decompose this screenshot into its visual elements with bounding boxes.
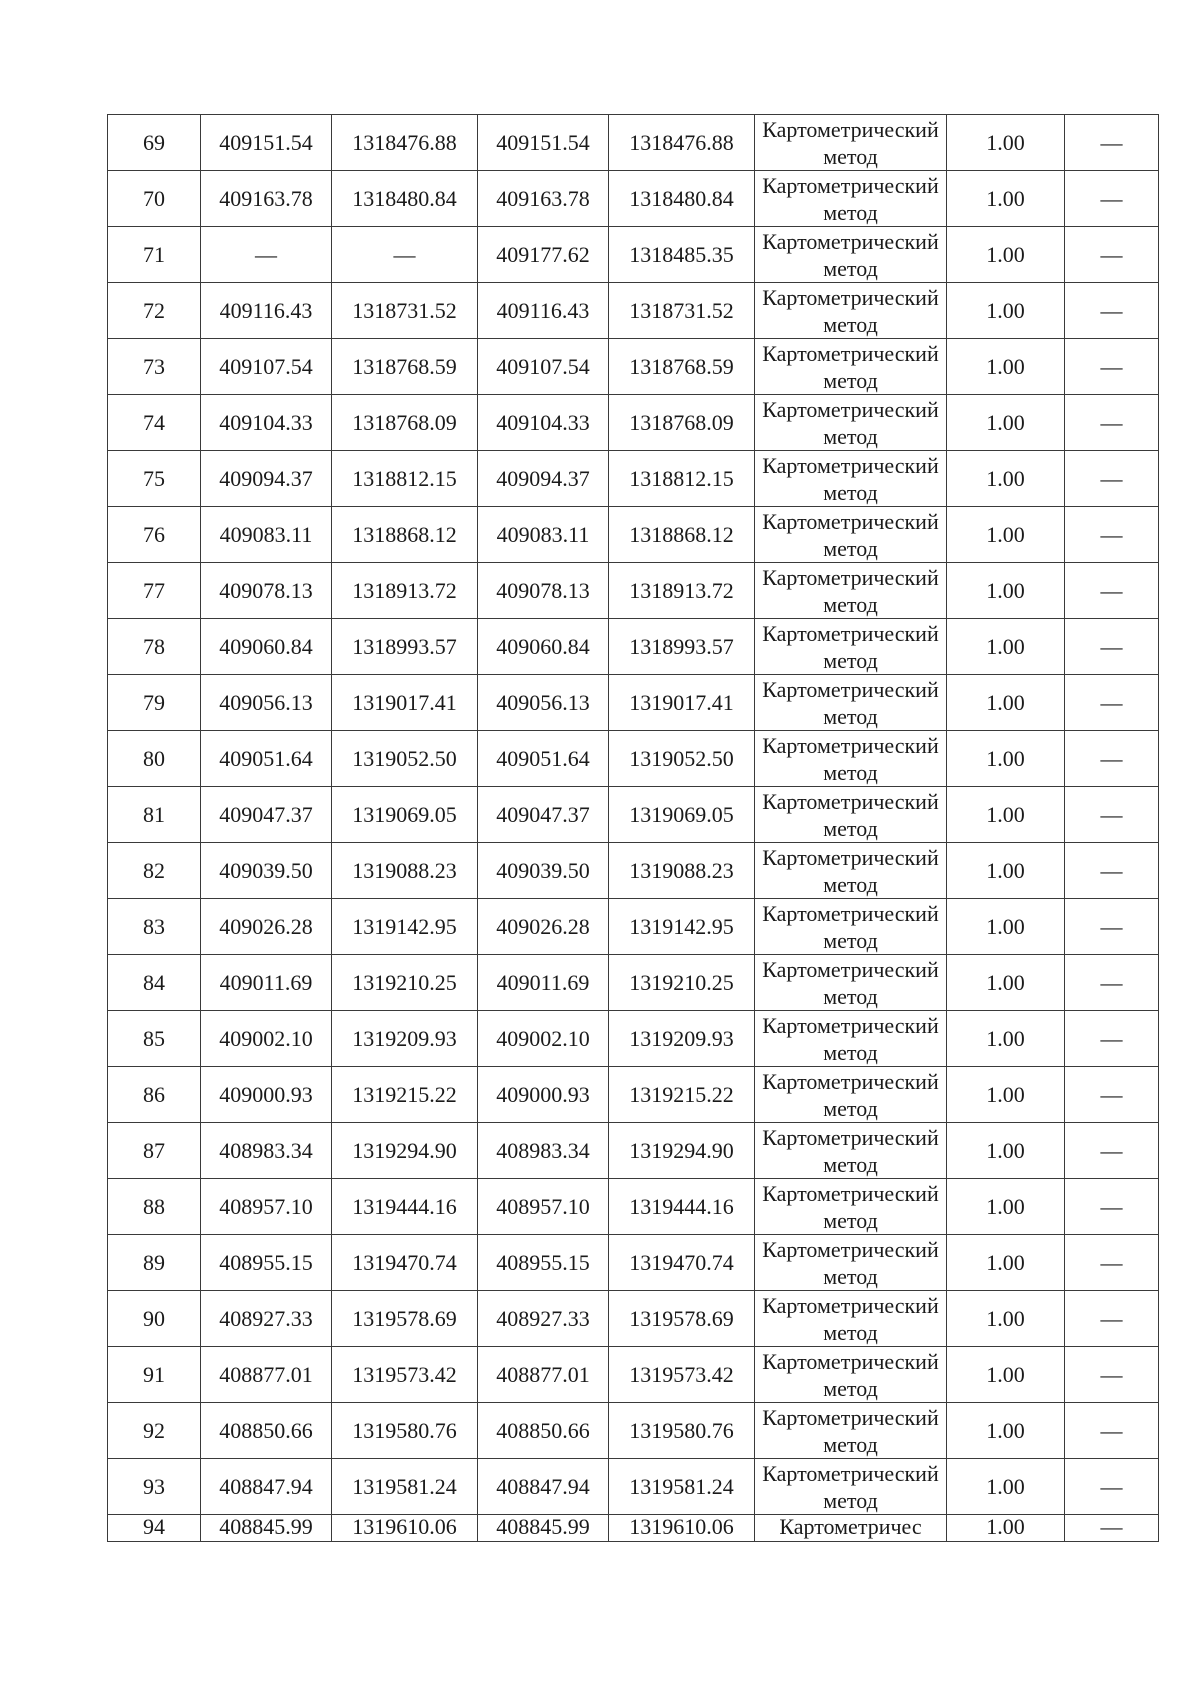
note-cell: — [1065, 395, 1159, 451]
refined-y-cell: 1318731.52 [609, 283, 755, 339]
existing-y-cell: 1319294.90 [332, 1123, 478, 1179]
refined-x-cell: 409011.69 [478, 955, 609, 1011]
method-cell: Картометрический метод [755, 1123, 947, 1179]
refined-x-cell: 409039.50 [478, 843, 609, 899]
method-cell: Картометрический метод [755, 1067, 947, 1123]
existing-x-cell: 409163.78 [201, 171, 332, 227]
refined-y-cell: 1319215.22 [609, 1067, 755, 1123]
table-row [108, 1067, 1159, 1123]
refined-x-cell: 409163.78 [478, 171, 609, 227]
point-number-cell: 83 [108, 899, 201, 955]
method-cell: Картометрический метод [755, 451, 947, 507]
method-cell: Картометрический метод [755, 283, 947, 339]
existing-x-cell: 408847.94 [201, 1459, 332, 1515]
existing-x-cell: 409107.54 [201, 339, 332, 395]
note-cell: — [1065, 507, 1159, 563]
existing-x-cell: 408927.33 [201, 1291, 332, 1347]
note-cell: — [1065, 563, 1159, 619]
refined-y-cell: 1319142.95 [609, 899, 755, 955]
method-cell: Картометрический метод [755, 1403, 947, 1459]
method-cell: Картометрический метод [755, 1291, 947, 1347]
refined-x-cell: 409094.37 [478, 451, 609, 507]
point-number-cell: 87 [108, 1123, 201, 1179]
existing-x-cell: 409051.64 [201, 731, 332, 787]
point-number-cell: 85 [108, 1011, 201, 1067]
refined-y-cell: 1319088.23 [609, 843, 755, 899]
point-number-cell: 88 [108, 1179, 201, 1235]
existing-x-cell: 409011.69 [201, 955, 332, 1011]
note-cell: — [1065, 339, 1159, 395]
existing-y-cell: 1319444.16 [332, 1179, 478, 1235]
table-row [108, 1347, 1159, 1403]
refined-x-cell: 409002.10 [478, 1011, 609, 1067]
accuracy-cell: 1.00 [947, 395, 1065, 451]
method-cell: Картометрический метод [755, 955, 947, 1011]
table-row [108, 451, 1159, 507]
point-number-cell: 71 [108, 227, 201, 283]
existing-y-cell: 1318768.59 [332, 339, 478, 395]
coordinates-table [107, 114, 1159, 1542]
existing-x-cell: 409078.13 [201, 563, 332, 619]
point-number-cell: 93 [108, 1459, 201, 1515]
point-number-cell: 74 [108, 395, 201, 451]
point-number-cell: 69 [108, 115, 201, 171]
method-cell: Картометрический метод [755, 1235, 947, 1291]
note-cell: — [1065, 1403, 1159, 1459]
point-number-cell: 84 [108, 955, 201, 1011]
point-number-cell: 78 [108, 619, 201, 675]
accuracy-cell: 1.00 [947, 227, 1065, 283]
refined-y-cell: 1318913.72 [609, 563, 755, 619]
refined-x-cell: 409056.13 [478, 675, 609, 731]
note-cell: — [1065, 1011, 1159, 1067]
accuracy-cell: 1.00 [947, 507, 1065, 563]
table-row [108, 1515, 1159, 1542]
method-cell: Картометрический метод [755, 787, 947, 843]
point-number-cell: 81 [108, 787, 201, 843]
refined-x-cell: 408877.01 [478, 1347, 609, 1403]
refined-x-cell: 409083.11 [478, 507, 609, 563]
accuracy-cell: 1.00 [947, 451, 1065, 507]
existing-y-cell: 1318993.57 [332, 619, 478, 675]
note-cell: — [1065, 1235, 1159, 1291]
existing-x-cell: 409047.37 [201, 787, 332, 843]
accuracy-cell: 1.00 [947, 1179, 1065, 1235]
accuracy-cell: 1.00 [947, 731, 1065, 787]
existing-x-cell: 409039.50 [201, 843, 332, 899]
accuracy-cell: 1.00 [947, 1011, 1065, 1067]
accuracy-cell: 1.00 [947, 1459, 1065, 1515]
refined-y-cell: 1319581.24 [609, 1459, 755, 1515]
existing-y-cell: 1319580.76 [332, 1403, 478, 1459]
note-cell: — [1065, 1291, 1159, 1347]
refined-y-cell: 1319580.76 [609, 1403, 755, 1459]
table-row [108, 899, 1159, 955]
accuracy-cell: 1.00 [947, 1067, 1065, 1123]
refined-y-cell: 1318768.59 [609, 339, 755, 395]
method-cell: Картометрический метод [755, 1011, 947, 1067]
refined-y-cell: 1319610.06 [609, 1515, 755, 1542]
refined-x-cell: 409000.93 [478, 1067, 609, 1123]
point-number-cell: 75 [108, 451, 201, 507]
point-number-cell: 79 [108, 675, 201, 731]
point-number-cell: 77 [108, 563, 201, 619]
method-cell: Картометрический метод [755, 1179, 947, 1235]
refined-y-cell: 1318768.09 [609, 395, 755, 451]
table-row [108, 395, 1159, 451]
existing-y-cell: 1318476.88 [332, 115, 478, 171]
accuracy-cell: 1.00 [947, 619, 1065, 675]
refined-y-cell: 1319069.05 [609, 787, 755, 843]
existing-y-cell: 1318913.72 [332, 563, 478, 619]
coordinates-table-body [108, 115, 1159, 1542]
note-cell: — [1065, 899, 1159, 955]
note-cell: — [1065, 1347, 1159, 1403]
refined-x-cell: 408850.66 [478, 1403, 609, 1459]
method-cell: Картометрический метод [755, 171, 947, 227]
note-cell: — [1065, 1067, 1159, 1123]
note-cell: — [1065, 283, 1159, 339]
refined-x-cell: 409051.64 [478, 731, 609, 787]
accuracy-cell: 1.00 [947, 339, 1065, 395]
note-cell: — [1065, 1515, 1159, 1542]
method-cell: Картометрический метод [755, 1459, 947, 1515]
existing-y-cell: 1318731.52 [332, 283, 478, 339]
refined-y-cell: 1319294.90 [609, 1123, 755, 1179]
existing-y-cell: 1319209.93 [332, 1011, 478, 1067]
table-row [108, 1011, 1159, 1067]
accuracy-cell: 1.00 [947, 283, 1065, 339]
existing-y-cell: 1318768.09 [332, 395, 478, 451]
existing-y-cell: 1319052.50 [332, 731, 478, 787]
existing-y-cell: 1319470.74 [332, 1235, 478, 1291]
existing-y-cell: 1319215.22 [332, 1067, 478, 1123]
refined-y-cell: 1319210.25 [609, 955, 755, 1011]
existing-x-cell: 408955.15 [201, 1235, 332, 1291]
accuracy-cell: 1.00 [947, 843, 1065, 899]
method-cell: Картометрический метод [755, 1347, 947, 1403]
refined-x-cell: 408983.34 [478, 1123, 609, 1179]
accuracy-cell: 1.00 [947, 787, 1065, 843]
table-row [108, 955, 1159, 1011]
existing-y-cell: 1319581.24 [332, 1459, 478, 1515]
note-cell: — [1065, 1123, 1159, 1179]
accuracy-cell: 1.00 [947, 899, 1065, 955]
refined-x-cell: 408847.94 [478, 1459, 609, 1515]
existing-x-cell: 409056.13 [201, 675, 332, 731]
method-cell: Картометрический метод [755, 563, 947, 619]
refined-x-cell: 408957.10 [478, 1179, 609, 1235]
refined-y-cell: 1319444.16 [609, 1179, 755, 1235]
note-cell: — [1065, 171, 1159, 227]
existing-x-cell: 409083.11 [201, 507, 332, 563]
existing-x-cell: 409000.93 [201, 1067, 332, 1123]
table-row [108, 1291, 1159, 1347]
point-number-cell: 90 [108, 1291, 201, 1347]
refined-y-cell: 1319578.69 [609, 1291, 755, 1347]
method-cell: Картометрический метод [755, 339, 947, 395]
refined-x-cell: 409078.13 [478, 563, 609, 619]
refined-y-cell: 1318480.84 [609, 171, 755, 227]
point-number-cell: 92 [108, 1403, 201, 1459]
point-number-cell: 82 [108, 843, 201, 899]
table-row [108, 1459, 1159, 1515]
table-row [108, 171, 1159, 227]
refined-x-cell: 409177.62 [478, 227, 609, 283]
point-number-cell: 72 [108, 283, 201, 339]
note-cell: — [1065, 451, 1159, 507]
refined-x-cell: 409104.33 [478, 395, 609, 451]
method-cell: Картометрический метод [755, 899, 947, 955]
refined-x-cell: 409060.84 [478, 619, 609, 675]
table-row [108, 619, 1159, 675]
point-number-cell: 86 [108, 1067, 201, 1123]
existing-x-cell: 409026.28 [201, 899, 332, 955]
existing-y-cell: 1318868.12 [332, 507, 478, 563]
table-row [108, 731, 1159, 787]
existing-x-cell: 408983.34 [201, 1123, 332, 1179]
table-row [108, 283, 1159, 339]
note-cell: — [1065, 227, 1159, 283]
refined-y-cell: 1318993.57 [609, 619, 755, 675]
point-number-cell: 80 [108, 731, 201, 787]
refined-x-cell: 408955.15 [478, 1235, 609, 1291]
refined-y-cell: 1318812.15 [609, 451, 755, 507]
table-row [108, 675, 1159, 731]
point-number-cell: 91 [108, 1347, 201, 1403]
table-row [108, 507, 1159, 563]
note-cell: — [1065, 619, 1159, 675]
table-row [108, 1403, 1159, 1459]
refined-x-cell: 409151.54 [478, 115, 609, 171]
method-cell: Картометрический метод [755, 619, 947, 675]
accuracy-cell: 1.00 [947, 171, 1065, 227]
accuracy-cell: 1.00 [947, 115, 1065, 171]
table-row [108, 563, 1159, 619]
refined-x-cell: 409107.54 [478, 339, 609, 395]
accuracy-cell: 1.00 [947, 955, 1065, 1011]
table-row [108, 787, 1159, 843]
refined-y-cell: 1319573.42 [609, 1347, 755, 1403]
point-number-cell: 94 [108, 1515, 201, 1542]
note-cell: — [1065, 115, 1159, 171]
point-number-cell: 70 [108, 171, 201, 227]
method-cell: Картометрический метод [755, 675, 947, 731]
note-cell: — [1065, 675, 1159, 731]
point-number-cell: 76 [108, 507, 201, 563]
accuracy-cell: 1.00 [947, 1291, 1065, 1347]
accuracy-cell: 1.00 [947, 675, 1065, 731]
note-cell: — [1065, 1179, 1159, 1235]
existing-y-cell: 1319142.95 [332, 899, 478, 955]
method-cell: Картометрический метод [755, 115, 947, 171]
existing-x-cell: 409116.43 [201, 283, 332, 339]
existing-x-cell: 409060.84 [201, 619, 332, 675]
table-row [108, 227, 1159, 283]
method-cell: Картометрический метод [755, 395, 947, 451]
method-cell: Картометричес [755, 1515, 947, 1542]
existing-y-cell: 1319088.23 [332, 843, 478, 899]
note-cell: — [1065, 843, 1159, 899]
refined-x-cell: 408845.99 [478, 1515, 609, 1542]
table-row [108, 115, 1159, 171]
accuracy-cell: 1.00 [947, 1347, 1065, 1403]
existing-y-cell: 1319578.69 [332, 1291, 478, 1347]
existing-x-cell: 409151.54 [201, 115, 332, 171]
note-cell: — [1065, 955, 1159, 1011]
existing-x-cell: 408877.01 [201, 1347, 332, 1403]
refined-x-cell: 409026.28 [478, 899, 609, 955]
table-row [108, 843, 1159, 899]
method-cell: Картометрический метод [755, 227, 947, 283]
note-cell: — [1065, 1459, 1159, 1515]
table-row [108, 1179, 1159, 1235]
accuracy-cell: 1.00 [947, 1515, 1065, 1542]
method-cell: Картометрический метод [755, 507, 947, 563]
existing-y-cell: — [332, 227, 478, 283]
existing-x-cell: 408845.99 [201, 1515, 332, 1542]
accuracy-cell: 1.00 [947, 1123, 1065, 1179]
refined-y-cell: 1319052.50 [609, 731, 755, 787]
existing-y-cell: 1319610.06 [332, 1515, 478, 1542]
refined-y-cell: 1319017.41 [609, 675, 755, 731]
table-row [108, 1235, 1159, 1291]
method-cell: Картометрический метод [755, 843, 947, 899]
refined-y-cell: 1318485.35 [609, 227, 755, 283]
table-row [108, 1123, 1159, 1179]
existing-x-cell: 409002.10 [201, 1011, 332, 1067]
existing-x-cell: 408850.66 [201, 1403, 332, 1459]
table-row [108, 339, 1159, 395]
refined-x-cell: 409116.43 [478, 283, 609, 339]
refined-x-cell: 409047.37 [478, 787, 609, 843]
existing-y-cell: 1318480.84 [332, 171, 478, 227]
existing-x-cell: 408957.10 [201, 1179, 332, 1235]
refined-y-cell: 1319470.74 [609, 1235, 755, 1291]
existing-x-cell: 409104.33 [201, 395, 332, 451]
existing-y-cell: 1319017.41 [332, 675, 478, 731]
existing-x-cell: 409094.37 [201, 451, 332, 507]
refined-x-cell: 408927.33 [478, 1291, 609, 1347]
accuracy-cell: 1.00 [947, 1235, 1065, 1291]
accuracy-cell: 1.00 [947, 1403, 1065, 1459]
accuracy-cell: 1.00 [947, 563, 1065, 619]
existing-y-cell: 1319210.25 [332, 955, 478, 1011]
note-cell: — [1065, 787, 1159, 843]
existing-x-cell: — [201, 227, 332, 283]
point-number-cell: 89 [108, 1235, 201, 1291]
existing-y-cell: 1319573.42 [332, 1347, 478, 1403]
note-cell: — [1065, 731, 1159, 787]
existing-y-cell: 1319069.05 [332, 787, 478, 843]
refined-y-cell: 1318868.12 [609, 507, 755, 563]
method-cell: Картометрический метод [755, 731, 947, 787]
refined-y-cell: 1318476.88 [609, 115, 755, 171]
refined-y-cell: 1319209.93 [609, 1011, 755, 1067]
point-number-cell: 73 [108, 339, 201, 395]
existing-y-cell: 1318812.15 [332, 451, 478, 507]
